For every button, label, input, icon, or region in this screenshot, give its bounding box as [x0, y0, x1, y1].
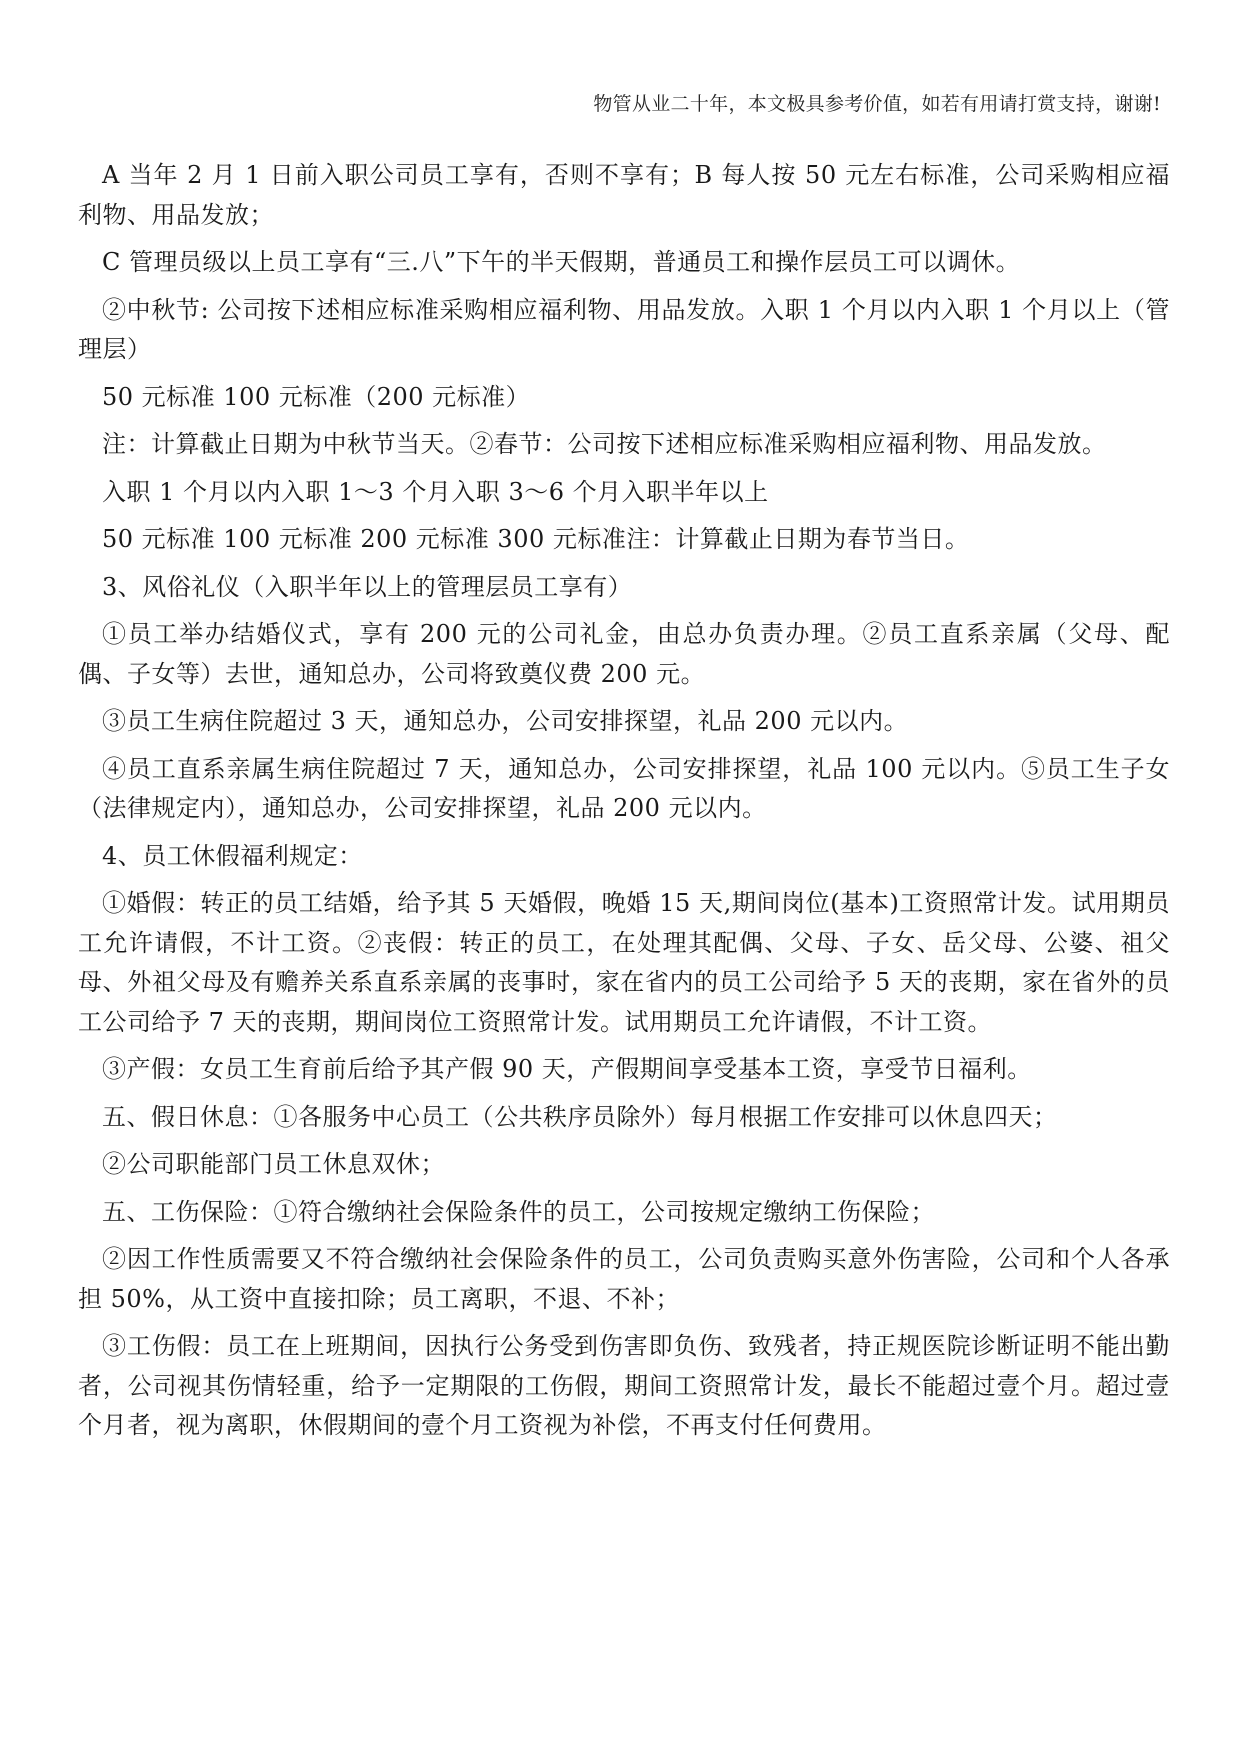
- paragraph: 五、假日休息：①各服务中心员工（公共秩序员除外）每月根据工作安排可以休息四天；: [102, 1102, 1058, 1131]
- paragraph: ③产假：女员工生育前后给予其产假 90 天，产假期间享受基本工资，享受节日福利。: [102, 1055, 1032, 1083]
- paragraph: ②公司职能部门员工休息双休；: [102, 1150, 445, 1178]
- header-note: 物管从业二十年，本文极具参考价值，如若有用请打赏支持，谢谢!: [593, 93, 1161, 115]
- paragraph: 注：计算截止日期为中秋节当天。②春节：公司按下述相应标准采购相应福利物、用品发放。: [102, 430, 1107, 458]
- paragraph: 50 元标准 100 元标准 200 元标准 300 元标准注：计算截止日期为春节当日。: [102, 525, 970, 553]
- paragraph: ②因工作性质需要又不符合缴纳社会保险条件的员工，公司负责购买意外伤害险，公司和个人各承担 50%，从工资中直接扣除；员工离职，不退、不补；: [78, 1245, 1170, 1313]
- document-body: [78, 156, 1170, 1454]
- paragraph: ①员工举办结婚仪式，享有 200 元的公司礼金，由总办负责办理。②员工直系亲属（父母、配偶、子女等）去世，通知总办，公司将致奠仪费 200 元。: [78, 620, 1170, 688]
- paragraph: 五、工伤保险：①符合缴纳社会保险条件的员工，公司按规定缴纳工伤保险；: [102, 1197, 935, 1226]
- paragraph: C 管理员级以上员工享有“三.八”下午的半天假期，普通员工和操作层员工可以调休。: [102, 248, 1021, 276]
- paragraph: ④员工直系亲属生病住院超过 7 天，通知总办，公司安排探望，礼品 100 元以内。⑤员工生子女（法律规定内），通知总办，公司安排探望，礼品 200 元以内。: [78, 754, 1170, 822]
- section-heading: 4、员工休假福利规定：: [102, 841, 363, 870]
- paragraph: ③员工生病住院超过 3 天，通知总办，公司安排探望，礼品 200 元以内。: [102, 707, 909, 735]
- paragraph: 50 元标准 100 元标准（200 元标准）: [102, 382, 531, 411]
- paragraph: ①婚假：转正的员工结婚，给予其 5 天婚假，晚婚 15 天,期间岗位(基本)工资照常计发。试用期员工允许请假，不计工资。②丧假：转正的员工，在处理其配偶、父母、子女、岳父母、公婆、祖父母、外祖父母及有赡养关系直系亲属的丧事时，家在省内的员工公司给予 5 天的丧期，家在省外的员工公司给予 7 天的丧期，期间岗位工资照常计发。试用期员工允许请假，不计工资。: [78, 889, 1170, 1036]
- paragraph: A 当年 2 月 1 日前入职公司员工享有，否则不享有；B 每人按 50 元左右标准，公司采购相应福利物、用品发放；: [78, 161, 1170, 229]
- section-heading: 3、风俗礼仪（入职半年以上的管理层员工享有）: [102, 572, 633, 601]
- paragraph: ③工伤假：员工在上班期间，因执行公务受到伤害即负伤、致残者，持正规医院诊断证明不能出勤者，公司视其伤情轻重，给予一定期限的工伤假，期间工资照常计发，最长不能超过壹个月。超过壹个月者，视为离职，休假期间的壹个月工资视为补偿，不再支付任何费用。: [78, 1332, 1170, 1439]
- paragraph: 入职 1 个月以内入职 1～3 个月入职 3～6 个月入职半年以上: [102, 477, 769, 506]
- paragraph: ②中秋节: 公司按下述相应标准采购相应福利物、用品发放。入职 1 个月以内入职 1 个月以上（管理层）: [78, 295, 1170, 363]
